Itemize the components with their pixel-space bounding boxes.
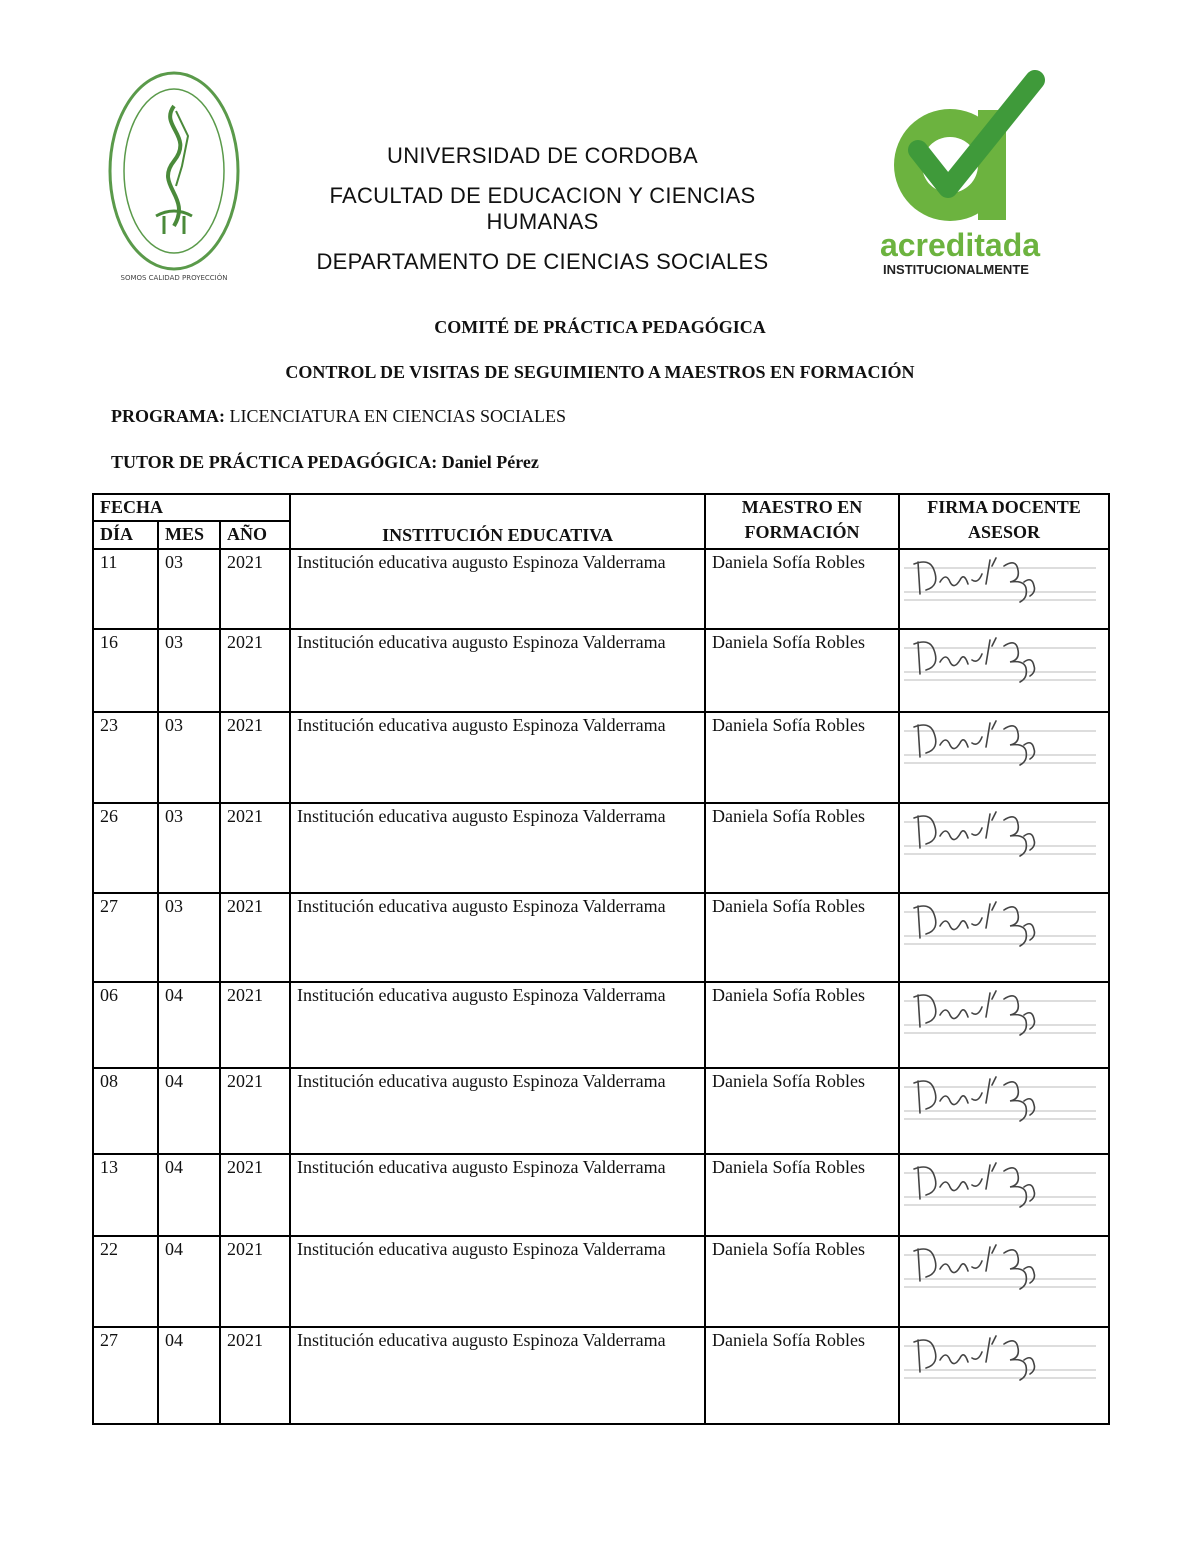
signature-image [900, 1069, 1100, 1141]
tutor-value: Daniel Pérez [441, 452, 539, 472]
cell-firma [899, 712, 1109, 803]
visits-table [92, 493, 1110, 1425]
cell-firma [899, 982, 1109, 1068]
program-value: LICENCIATURA EN CIENCIAS SOCIALES [229, 406, 566, 426]
seal-footer-text: SOMOS CALIDAD PROYECCIÓN [120, 274, 228, 282]
program-line [111, 405, 566, 427]
cell-maestro: Daniela Sofía Robles [705, 712, 899, 803]
cell-firma [899, 1327, 1109, 1424]
cell-dia: 27 [93, 893, 158, 982]
accreditation-main-text: acreditada [879, 227, 1041, 263]
table-row [93, 1068, 1109, 1154]
cell-dia: 06 [93, 982, 158, 1068]
cell-mes: 04 [158, 1154, 220, 1236]
accreditation-logo [870, 70, 1050, 285]
cell-firma [899, 803, 1109, 893]
cell-institucion: Institución educativa augusto Espinoza Valderrama [290, 803, 705, 893]
cell-dia: 11 [93, 549, 158, 629]
table-row [93, 1327, 1109, 1424]
header-dia: DÍA [93, 521, 158, 549]
cell-dia: 22 [93, 1236, 158, 1327]
signature-image [900, 713, 1100, 785]
table-row [93, 893, 1109, 982]
header-mes: MES [158, 521, 220, 549]
table-row [93, 803, 1109, 893]
cell-mes: 03 [158, 803, 220, 893]
program-label: PROGRAMA: [111, 406, 225, 426]
signature-image [900, 630, 1100, 702]
cell-dia: 23 [93, 712, 158, 803]
cell-anio: 2021 [220, 1327, 290, 1424]
cell-institucion: Institución educativa augusto Espinoza Valderrama [290, 1327, 705, 1424]
table-row [93, 1154, 1109, 1236]
table-row [93, 712, 1109, 803]
university-seal-logo [104, 66, 244, 286]
signature-image [900, 550, 1100, 622]
signature-image [900, 1155, 1100, 1227]
cell-maestro: Daniela Sofía Robles [705, 1327, 899, 1424]
signature-image [900, 983, 1100, 1055]
cell-firma [899, 549, 1109, 629]
cell-firma [899, 1236, 1109, 1327]
signature-image [900, 894, 1100, 966]
university-name: UNIVERSIDAD DE CORDOBA [387, 143, 698, 168]
cell-mes: 03 [158, 893, 220, 982]
cell-institucion: Institución educativa augusto Espinoza Valderrama [290, 893, 705, 982]
cell-institucion: Institución educativa augusto Espinoza Valderrama [290, 1068, 705, 1154]
header-anio: AÑO [220, 521, 290, 549]
cell-maestro: Daniela Sofía Robles [705, 893, 899, 982]
cell-dia: 16 [93, 629, 158, 712]
faculty-name: FACULTAD DE EDUCACION Y CIENCIAS HUMANAS [329, 183, 756, 234]
cell-mes: 04 [158, 1327, 220, 1424]
cell-anio: 2021 [220, 1236, 290, 1327]
tutor-line [111, 451, 539, 473]
cell-institucion: Institución educativa augusto Espinoza Valderrama [290, 1236, 705, 1327]
header-maestro: MAESTRO EN FORMACIÓN [705, 494, 899, 549]
cell-anio: 2021 [220, 893, 290, 982]
cell-institucion: Institución educativa augusto Espinoza Valderrama [290, 982, 705, 1068]
control-title: CONTROL DE VISITAS DE SEGUIMIENTO A MAESTROS EN FORMACIÓN [285, 362, 915, 382]
cell-firma [899, 1154, 1109, 1236]
header-institucion: INSTITUCIÓN EDUCATIVA [290, 494, 705, 549]
cell-anio: 2021 [220, 549, 290, 629]
cell-dia: 08 [93, 1068, 158, 1154]
table-row [93, 1236, 1109, 1327]
cell-mes: 03 [158, 712, 220, 803]
cell-maestro: Daniela Sofía Robles [705, 1154, 899, 1236]
signature-image [900, 1237, 1100, 1309]
cell-mes: 04 [158, 982, 220, 1068]
cell-firma [899, 1068, 1109, 1154]
cell-maestro: Daniela Sofía Robles [705, 549, 899, 629]
cell-dia: 13 [93, 1154, 158, 1236]
signature-image [900, 804, 1100, 876]
header-firma: FIRMA DOCENTE ASESOR [899, 494, 1109, 549]
cell-mes: 03 [158, 549, 220, 629]
table-row [93, 629, 1109, 712]
cell-anio: 2021 [220, 629, 290, 712]
cell-maestro: Daniela Sofía Robles [705, 629, 899, 712]
cell-mes: 04 [158, 1068, 220, 1154]
committee-title: COMITÉ DE PRÁCTICA PEDAGÓGICA [434, 317, 766, 337]
cell-anio: 2021 [220, 1068, 290, 1154]
accreditation-sub-text: INSTITUCIONALMENTE [883, 262, 1029, 277]
cell-institucion: Institución educativa augusto Espinoza Valderrama [290, 629, 705, 712]
cell-anio: 2021 [220, 712, 290, 803]
cell-mes: 04 [158, 1236, 220, 1327]
cell-institucion: Institución educativa augusto Espinoza Valderrama [290, 712, 705, 803]
signature-image [900, 1328, 1100, 1400]
cell-firma [899, 629, 1109, 712]
cell-anio: 2021 [220, 982, 290, 1068]
cell-firma [899, 893, 1109, 982]
table-row [93, 549, 1109, 629]
cell-dia: 27 [93, 1327, 158, 1424]
cell-institucion: Institución educativa augusto Espinoza Valderrama [290, 549, 705, 629]
department-name: DEPARTAMENTO DE CIENCIAS SOCIALES [316, 249, 769, 274]
header-fecha: FECHA [93, 494, 290, 521]
table-row [93, 982, 1109, 1068]
cell-institucion: Institución educativa augusto Espinoza Valderrama [290, 1154, 705, 1236]
cell-maestro: Daniela Sofía Robles [705, 803, 899, 893]
cell-maestro: Daniela Sofía Robles [705, 1068, 899, 1154]
cell-mes: 03 [158, 629, 220, 712]
cell-dia: 26 [93, 803, 158, 893]
cell-maestro: Daniela Sofía Robles [705, 982, 899, 1068]
cell-maestro: Daniela Sofía Robles [705, 1236, 899, 1327]
cell-anio: 2021 [220, 1154, 290, 1236]
cell-anio: 2021 [220, 803, 290, 893]
tutor-label: TUTOR DE PRÁCTICA PEDAGÓGICA: [111, 452, 438, 472]
